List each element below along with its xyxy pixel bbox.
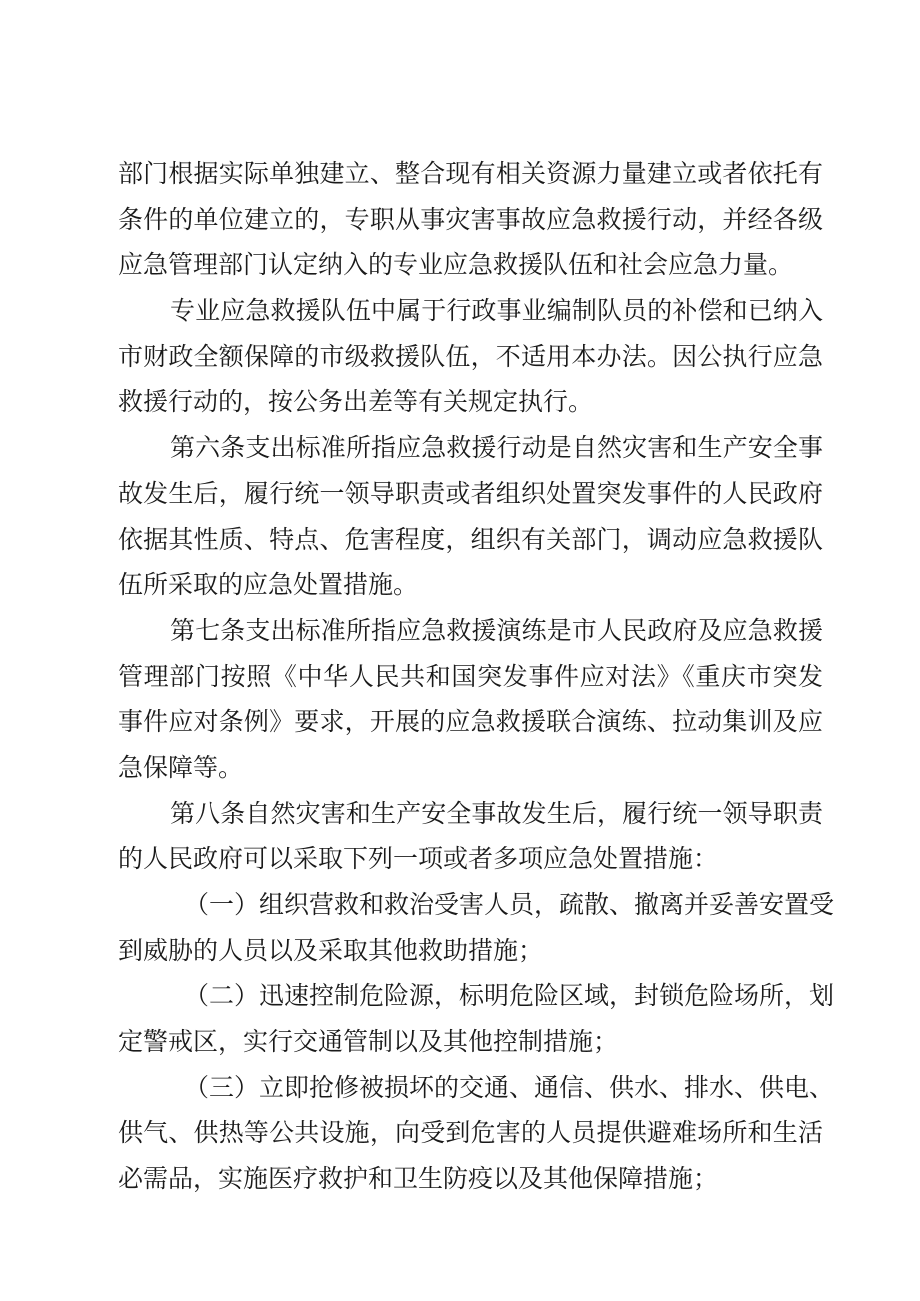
text-line: 必需品，实施医疗救护和卫生防疫以及其他保障措施； [118,1164,719,1194]
text-line: （二）迅速控制危险源，标明危险区域，封锁危险场所，划 [184,981,835,1011]
text-line: 管理部门按照《中华人民共和国突发事件应对法》《重庆市突发 [118,661,823,691]
text-line: 专业应急救援队伍中属于行政事业编制队员的补偿和已纳入 [170,296,823,326]
text-line: 到威胁的人员以及采取其他救助措施； [118,935,544,965]
text-line: 定警戒区，实行交通管制以及其他控制措施； [118,1027,619,1057]
text-line: 第八条自然灾害和生产安全事故发生后，履行统一领导职责 [170,798,823,828]
text-line: 第六条支出标准所指应急救援行动是自然灾害和生产安全事 [170,433,823,463]
text-line: 救援行动的，按公务出差等有关规定执行。 [118,387,594,417]
text-line: 急保障等。 [118,752,244,782]
text-line: （三）立即抢修被损坏的交通、通信、供水、排水、供电、 [184,1072,835,1102]
text-line: 的人民政府可以采取下列一项或者多项应急处置措施： [118,844,719,874]
text-line: 故发生后，履行统一领导职责或者组织处置突发事件的人民政府 [118,478,823,508]
text-line: 供气、供热等公共设施，向受到危害的人员提供避难场所和生活 [118,1118,823,1148]
text-line: 第七条支出标准所指应急救援演练是市人民政府及应急救援 [170,615,823,645]
text-line: 条件的单位建立的，专职从事灾害事故应急救援行动，并经各级 [118,204,823,234]
text-line: 市财政全额保障的市级救援队伍，不适用本办法。因公执行应急 [118,341,823,371]
text-line: 事件应对条例》要求，开展的应急救援联合演练、拉动集训及应 [118,707,823,737]
text-line: 应急管理部门认定纳入的专业应急救援队伍和社会应急力量。 [118,250,794,280]
text-line: 部门根据实际单独建立、整合现有相关资源力量建立或者依托有 [118,159,823,188]
text-line: 依据其性质、特点、危害程度，组织有关部门，调动应急救援队 [118,524,823,554]
document-body [118,151,835,1202]
text-line: （一）组织营救和救治受害人员，疏散、撤离并妥善安置受 [184,890,835,919]
text-line: 伍所采取的应急处置措施。 [118,570,419,600]
